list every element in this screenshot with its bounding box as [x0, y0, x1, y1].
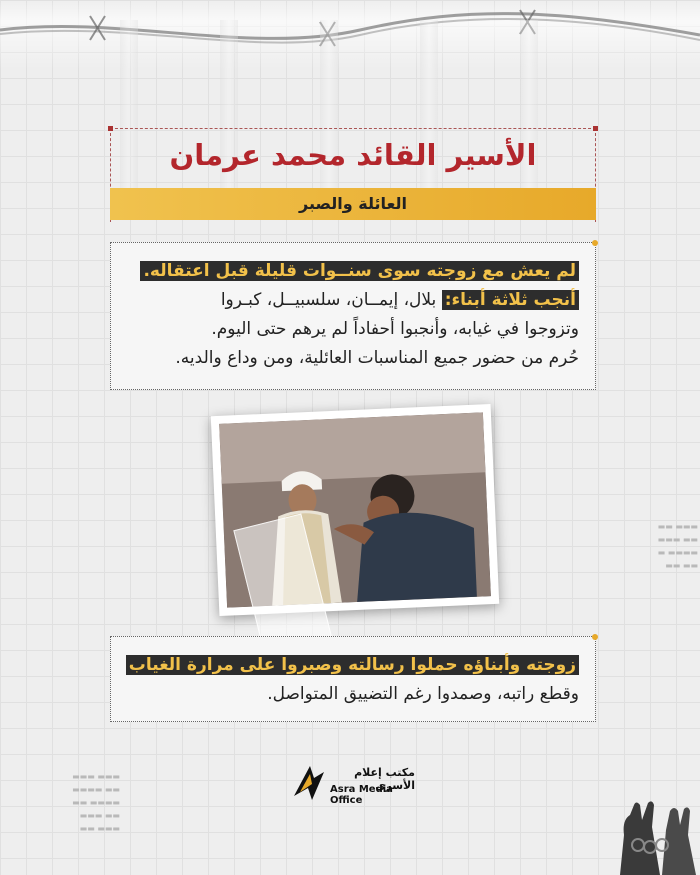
- children-names: بلال، إيمــان، سلسبيــل، كبـروا: [220, 290, 442, 310]
- corner-dot: [592, 240, 598, 246]
- info-box-family: [110, 242, 596, 390]
- subtitle-banner: العائلة والصبر: [110, 188, 596, 220]
- asra-media-logo: [290, 762, 415, 806]
- logo-icon: [290, 762, 328, 804]
- paragraph-line: حُرم من حضور جميع المناسبات العائلية، ومن وداع والديه.: [175, 348, 579, 368]
- paragraph-line: وقطع راتبه، وصمدوا رغم التضييق المتواصل.: [267, 684, 579, 704]
- corner-dot: [592, 634, 598, 640]
- frame-dot: [593, 126, 598, 131]
- highlight-text: لم يعش مع زوجته سوى سنــوات قليلة قبل اعتقاله.: [140, 261, 579, 281]
- highlight-text: زوجته وأبناؤه حملوا رسالته وصبروا على مرارة الغياب: [126, 655, 579, 675]
- faint-background-text: ▬▬▬ ▬▬ ▬▬ ▬▬▬ ▬▬▬▬ ▬ ▬▬ ▬▬: [657, 522, 698, 570]
- paragraph-line: وتزوجوا في غيابه، وأنجبوا أحفاداً لم يرهم حتى اليوم.: [211, 319, 579, 339]
- paragraph-line: [127, 257, 579, 286]
- paragraph-line: [127, 651, 579, 680]
- hands-in-chains-icon: [600, 775, 700, 875]
- logo-english-text: Asra Media Office: [330, 784, 393, 806]
- logo-arabic-text: مكتب إعلام الأسرى: [354, 766, 415, 792]
- frame-dot: [108, 126, 113, 131]
- highlight-text: أنجب ثلاثة أبناء:: [442, 290, 579, 310]
- info-box-support: [110, 636, 596, 722]
- faint-background-text: ▬▬▬ ▬▬▬ ▬▬ ▬▬▬▬ ▬▬▬▬ ▬▬ ▬▬ ▬▬▬ ▬▬▬ ▬▬: [72, 772, 120, 833]
- page-title: الأسير القائد محمد عرمان: [169, 138, 537, 172]
- paragraph-line: [127, 286, 579, 315]
